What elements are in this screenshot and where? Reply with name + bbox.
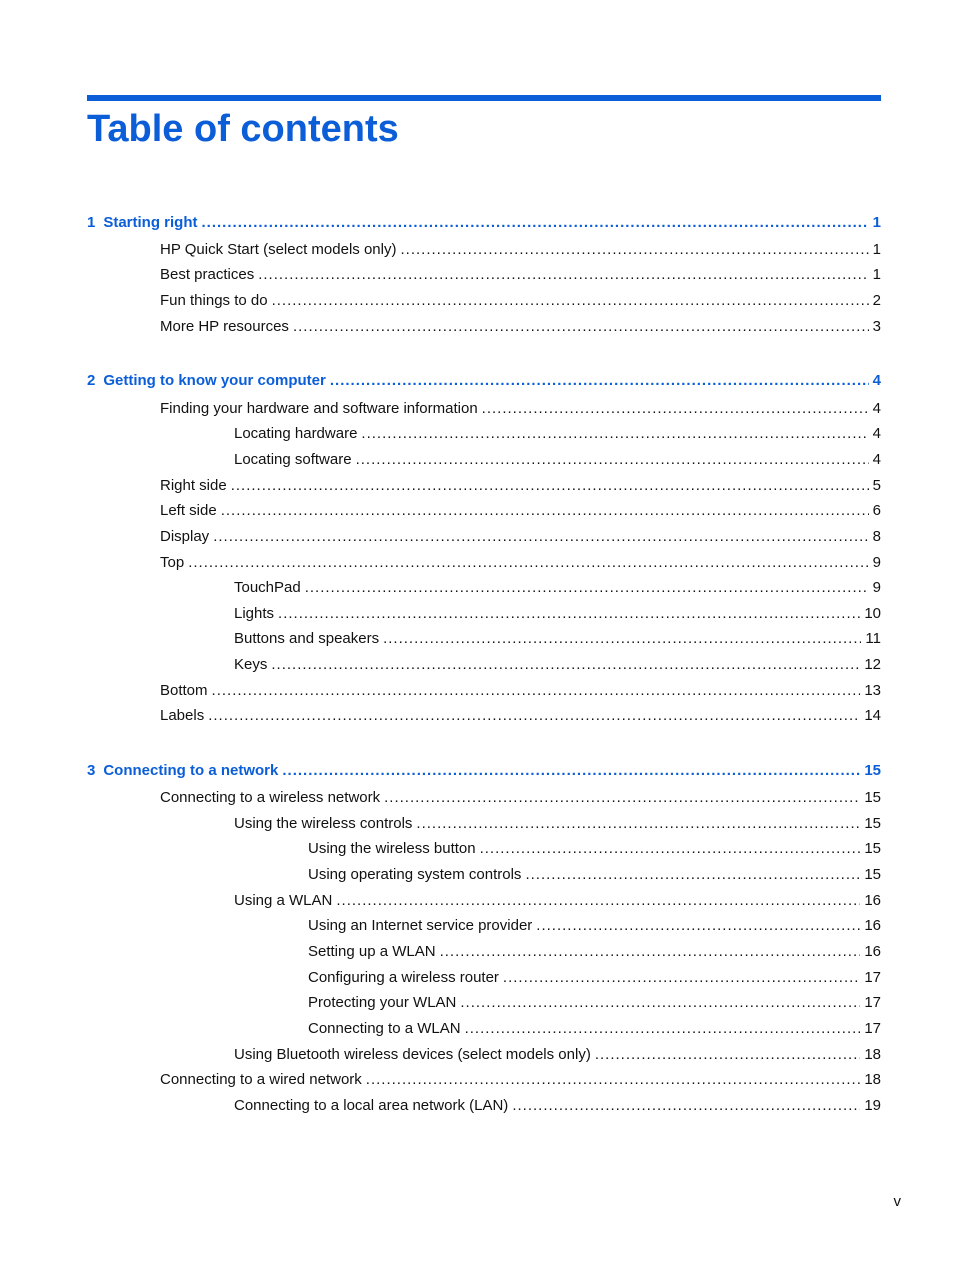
toc-entry-text: Keys: [234, 656, 268, 673]
toc-chapter[interactable]: [87, 212, 881, 234]
toc-chapter[interactable]: [87, 370, 881, 392]
toc-entry[interactable]: [160, 264, 881, 286]
toc-dot-leader: [278, 603, 860, 625]
toc-dot-leader: [202, 212, 869, 234]
toc-entry-label: [160, 264, 254, 286]
toc-page-number: 15: [864, 762, 881, 779]
toc-page-number: 10: [864, 605, 881, 622]
toc-page-number: 11: [865, 630, 881, 647]
toc-dot-leader: [366, 1069, 861, 1091]
toc-page-number: 4: [872, 372, 881, 389]
toc-entry-label: [160, 475, 227, 497]
toc-page-number: 18: [864, 1046, 881, 1063]
toc-page-number: 2: [872, 292, 881, 309]
toc-dot-leader: [271, 654, 860, 676]
toc-entry-text: Connecting to a network: [103, 762, 279, 779]
toc-dot-leader: [460, 992, 860, 1014]
toc-entry[interactable]: [160, 239, 881, 261]
toc-dot-leader: [356, 449, 869, 471]
toc-entry-text: Right side: [160, 477, 227, 494]
toc-entry-label: [234, 890, 332, 912]
toc-page-number: 12: [864, 656, 881, 673]
toc-entry[interactable]: [308, 915, 881, 937]
toc-page-number: 13: [864, 682, 881, 699]
toc-entry-label: [234, 628, 379, 650]
toc-entry-label: [160, 1069, 362, 1091]
toc-page-number: 9: [872, 554, 881, 571]
toc-entry-label: [234, 423, 357, 445]
toc-entry[interactable]: [308, 864, 881, 886]
toc-dot-leader: [383, 628, 861, 650]
toc-page-number: 4: [872, 451, 881, 468]
toc-entry-label: [308, 941, 436, 963]
toc-entry-text: Starting right: [103, 214, 198, 231]
toc-entry[interactable]: [234, 654, 881, 676]
toc-entry-text: Protecting your WLAN: [308, 994, 457, 1011]
toc-dot-leader: [221, 500, 869, 522]
toc-dot-leader: [480, 838, 861, 860]
toc-entry[interactable]: [234, 1095, 881, 1117]
toc-entry-label: [308, 1018, 461, 1040]
toc-page-number: 18: [864, 1071, 881, 1088]
toc-entry-text: Top: [160, 554, 185, 571]
toc-entry-label: [234, 577, 301, 599]
toc-entry[interactable]: [234, 423, 881, 445]
toc-entry-text: Finding your hardware and software information: [160, 400, 478, 417]
toc-entry[interactable]: [160, 290, 881, 312]
toc-entry[interactable]: [234, 628, 881, 650]
toc-entry-text: Lights: [234, 605, 275, 622]
toc-page-number: 5: [872, 477, 881, 494]
toc-dot-leader: [384, 787, 860, 809]
toc-entry-label: [160, 500, 217, 522]
toc-page-number: 9: [872, 579, 881, 596]
toc-dot-leader: [482, 398, 869, 420]
toc-entry-text: Bottom: [160, 682, 208, 699]
toc-dot-leader: [400, 239, 868, 261]
toc-page-number: 1: [872, 266, 881, 283]
toc-page-number: 1: [872, 214, 881, 231]
toc-dot-leader: [503, 967, 860, 989]
toc-entry-text: More HP resources: [160, 318, 289, 335]
toc-entry[interactable]: [234, 449, 881, 471]
toc-entry-text: Fun things to do: [160, 292, 268, 309]
toc-page-number: 16: [864, 917, 881, 934]
toc-entry-label: [160, 705, 204, 727]
toc-entry-text: Labels: [160, 707, 205, 724]
toc-page-number: 16: [864, 943, 881, 960]
toc-dot-leader: [208, 705, 860, 727]
toc-entry-text: Display: [160, 528, 210, 545]
page-number: v: [893, 1193, 901, 1210]
toc-entry-text: Using operating system controls: [308, 866, 522, 883]
toc-page-number: 19: [864, 1097, 881, 1114]
toc-chapter-number: 2: [87, 372, 96, 389]
toc-chapter[interactable]: [87, 760, 881, 782]
toc-entry-text: Configuring a wireless router: [308, 969, 499, 986]
toc-entry-label: [160, 316, 289, 338]
toc-entry-label: [160, 526, 209, 548]
toc-entry-text: Using a WLAN: [234, 892, 333, 909]
toc-entry-text: Using the wireless button: [308, 840, 476, 857]
toc-entry-text: Using the wireless controls: [234, 815, 413, 832]
toc-page-number: 17: [864, 969, 881, 986]
toc-dot-leader: [416, 813, 860, 835]
toc-page-number: 4: [872, 425, 881, 442]
toc-entry-text: Locating hardware: [234, 425, 358, 442]
toc-entry-text: Connecting to a local area network (LAN): [234, 1097, 509, 1114]
toc-dot-leader: [595, 1044, 860, 1066]
toc-entry-text: HP Quick Start (select models only): [160, 241, 397, 258]
toc-entry-label: [87, 760, 278, 782]
toc-dot-leader: [330, 370, 869, 392]
toc-page-number: 15: [864, 866, 881, 883]
toc-dot-leader: [212, 680, 861, 702]
toc-dot-leader: [213, 526, 868, 548]
toc-entry-label: [160, 290, 268, 312]
toc-entry[interactable]: [308, 967, 881, 989]
toc-entry-label: [160, 239, 396, 261]
toc-entry[interactable]: [160, 705, 881, 727]
toc-entry-label: [234, 603, 274, 625]
toc-entry-label: [308, 838, 476, 860]
toc-entry[interactable]: [160, 787, 881, 809]
toc-entry-label: [234, 449, 352, 471]
toc-page-number: 4: [872, 400, 881, 417]
toc-page-number: 14: [864, 707, 881, 724]
title-rule: [87, 95, 881, 101]
toc-dot-leader: [512, 1095, 860, 1117]
toc-entry-label: [308, 967, 499, 989]
toc-entry-label: [160, 552, 184, 574]
toc-dot-leader: [282, 760, 860, 782]
toc-entry-label: [87, 212, 198, 234]
toc-entry-label: [160, 398, 478, 420]
toc-page-number: 17: [864, 1020, 881, 1037]
toc-entry[interactable]: [308, 838, 881, 860]
toc-page-number: 15: [864, 840, 881, 857]
toc-entry[interactable]: [160, 316, 881, 338]
toc-entry-text: Left side: [160, 502, 217, 519]
toc-entry[interactable]: [160, 500, 881, 522]
toc-page-number: 6: [872, 502, 881, 519]
toc-entry-label: [308, 992, 456, 1014]
toc-dot-leader: [440, 941, 861, 963]
toc-entry-text: Getting to know your computer: [103, 372, 326, 389]
toc-dot-leader: [361, 423, 868, 445]
toc-entry-label: [308, 864, 521, 886]
toc-entry[interactable]: [234, 577, 881, 599]
toc-page-number: 1: [872, 241, 881, 258]
toc-page-number: 15: [864, 815, 881, 832]
toc-entry[interactable]: [160, 475, 881, 497]
toc-entry-text: Buttons and speakers: [234, 630, 380, 647]
toc-page-number: 8: [872, 528, 881, 545]
toc-entry[interactable]: [160, 526, 881, 548]
toc-page-number: 16: [864, 892, 881, 909]
toc-entry-label: [160, 787, 380, 809]
toc-page-number: 17: [864, 994, 881, 1011]
toc-entry[interactable]: [160, 398, 881, 420]
toc-entry-label: [234, 813, 412, 835]
toc-entry-label: [87, 370, 326, 392]
toc-chapter-number: 1: [87, 214, 96, 231]
toc-entry[interactable]: [308, 941, 881, 963]
toc-dot-leader: [465, 1018, 861, 1040]
toc-chapter-number: 3: [87, 762, 96, 779]
toc-dot-leader: [293, 316, 869, 338]
toc-dot-leader: [336, 890, 860, 912]
toc-entry[interactable]: [160, 1069, 881, 1091]
toc-entry-text: Using an Internet service provider: [308, 917, 533, 934]
toc-entry[interactable]: [234, 603, 881, 625]
toc-entry-text: Best practices: [160, 266, 255, 283]
toc-entry-text: Locating software: [234, 451, 352, 468]
toc-entry-text: Setting up a WLAN: [308, 943, 436, 960]
toc-dot-leader: [231, 475, 869, 497]
toc-entry-label: [160, 680, 208, 702]
toc-entry[interactable]: [234, 813, 881, 835]
toc-entry-label: [308, 915, 532, 937]
toc-entry-label: [234, 1044, 591, 1066]
toc-dot-leader: [525, 864, 860, 886]
toc-entry-text: TouchPad: [234, 579, 301, 596]
toc-dot-leader: [536, 915, 860, 937]
toc-entry-text: Connecting to a WLAN: [308, 1020, 461, 1037]
toc-entry-text: Connecting to a wired network: [160, 1071, 362, 1088]
page-title: Table of contents: [87, 108, 399, 150]
toc-entry[interactable]: [160, 552, 881, 574]
toc-entry-text: Using Bluetooth wireless devices (select models only): [234, 1046, 591, 1063]
toc-page-number: 3: [872, 318, 881, 335]
toc-entry[interactable]: [308, 992, 881, 1014]
toc-entry[interactable]: [160, 680, 881, 702]
toc-entry[interactable]: [308, 1018, 881, 1040]
toc-entry[interactable]: [234, 890, 881, 912]
toc-entry[interactable]: [234, 1044, 881, 1066]
toc-dot-leader: [188, 552, 868, 574]
toc-dot-leader: [258, 264, 868, 286]
toc-entry-label: [234, 654, 267, 676]
toc-page-number: 15: [864, 789, 881, 806]
toc-entry-label: [234, 1095, 508, 1117]
toc-dot-leader: [305, 577, 869, 599]
toc-dot-leader: [272, 290, 869, 312]
toc-entry-text: Connecting to a wireless network: [160, 789, 381, 806]
